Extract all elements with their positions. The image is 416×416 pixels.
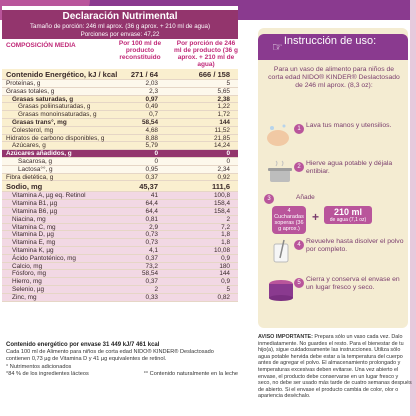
value-per-portion: 144: [219, 270, 230, 278]
nutrient-name: Grasas monoinsaturadas, g: [18, 111, 97, 119]
value-per-100ml: 0,37: [145, 254, 158, 262]
nutrition-row: [2, 263, 238, 271]
value-per-portion: 158,4: [214, 200, 230, 208]
nutrition-row: [2, 166, 238, 174]
value-per-portion: 2,34: [217, 165, 230, 173]
instructions-header: [258, 34, 408, 60]
value-per-100ml: 0,97: [145, 95, 158, 103]
nutrient-name: Fibra dietética, g: [6, 173, 54, 181]
step-number: 4: [294, 240, 304, 250]
value-per-100ml: 2,03: [145, 80, 158, 87]
nutrition-row: [2, 255, 238, 263]
value-per-portion: 111,6: [212, 182, 230, 192]
nutrient-name: Ácido Pantoténico, mg: [12, 254, 76, 262]
step-number: 1: [294, 124, 304, 134]
footer-description: Cada 100 ml de Alimento para niños de corta edad NIDO® KINDER® Deslactosado contienen 0,73 µg de Vitamina D y 41 µg equivalentes de retinol.: [6, 349, 214, 363]
value-per-portion: 0,82: [217, 293, 230, 301]
portions-per-pack: Porciones por envase: 47,22: [2, 31, 238, 39]
add-label: Añade: [296, 194, 315, 201]
value-per-portion: 0: [226, 150, 230, 158]
can-lid-icon: [264, 276, 298, 302]
plus-sign: +: [312, 210, 320, 224]
value-per-100ml: 4,1: [149, 246, 158, 254]
nutrient-name: Colesterol, mg: [12, 126, 54, 134]
value-per-100ml: 58,54: [142, 118, 158, 126]
value-per-portion: 0,92: [217, 173, 230, 181]
step-text: Hierve agua potable y déjala entibiar.: [306, 160, 393, 175]
nutrition-row: [2, 135, 238, 143]
value-per-100ml: 45,37: [139, 182, 158, 192]
value-per-100ml: 8,88: [145, 134, 158, 142]
nutrition-title: Declaración Nutrimental: [2, 10, 238, 23]
nutrient-name: Fósforo, mg: [12, 270, 47, 278]
value-per-100ml: 0,73: [145, 231, 158, 239]
step-number: 3: [264, 194, 274, 204]
nutrition-rows: [2, 69, 238, 302]
value-per-100ml: 0,73: [145, 239, 158, 247]
value-per-100ml: 0,37: [145, 278, 158, 286]
value-per-100ml: 0: [154, 157, 158, 165]
nutrient-name: Vitamina K, µg: [12, 246, 54, 254]
step-text: Revuelve hasta disolver el polvo por completo.: [306, 238, 404, 253]
water-sub: de agua (7,1 oz): [329, 217, 367, 223]
nutrition-footer: [6, 342, 238, 378]
nutrient-name: Sacarosa, g: [18, 157, 53, 165]
nutrition-row: [2, 294, 238, 302]
warning-text: Prepara sólo un vaso cada vez. Dalo inmediatamente. No guardes el resto. Para el bienestar de tu hijo(a), sigue cuidadosamente las instrucciones. Utiliza sólo agua potable hervida debe estar a la temperatura del cuerpo antes de agregar el polvo. El almacenamiento prolongado y temperaturas excesivas deben evitarse. Una vez abierto el envase, el producto debe conservarse en un lugar fresco y seco, no debe ser usado más tarde de cuatro semanas después de abierto. Si el envase el producto cambia de color, olor o apariencia deséchalo.: [258, 334, 412, 400]
wash-hands-icon: [264, 122, 298, 148]
value-per-portion: 5,65: [217, 87, 230, 95]
value-per-portion: 100,8: [214, 192, 230, 200]
nutrient-name: Contenido Energético, kJ / kcal: [6, 70, 118, 79]
nutrition-row: [2, 142, 238, 150]
nutrition-row: [2, 69, 238, 80]
step-text: Lava tus manos y utensilios.: [306, 122, 392, 129]
instructions-title: Instrucción de uso:: [283, 35, 377, 47]
value-per-portion: 158,4: [214, 207, 230, 215]
value-per-100ml: 0,7: [149, 111, 158, 119]
value-per-100ml: 2,3: [149, 87, 158, 95]
nutrition-row: [2, 231, 238, 239]
value-per-portion: 666 / 158: [198, 70, 230, 79]
nutrient-name: Grasas poliinsaturadas, g: [18, 103, 91, 111]
value-per-100ml: 2: [154, 285, 158, 293]
nutrition-row: [2, 150, 238, 158]
value-per-portion: 5: [226, 80, 230, 87]
nutrient-name: Grasas saturadas, g: [12, 95, 74, 103]
value-per-portion: 11,52: [214, 126, 230, 134]
nutrition-row: [2, 119, 238, 127]
nutrient-name: Vitamina B1, µg: [12, 200, 58, 208]
nutrition-row: [2, 270, 238, 278]
nutrient-name: Grasas totales, g: [6, 87, 55, 95]
value-per-100ml: 0: [154, 150, 158, 158]
nutrient-name: Azúcares añadidos, g: [6, 150, 72, 158]
step-3: [264, 194, 402, 232]
nutrient-name: Vitamina A, µg eq. Retinol: [12, 192, 86, 200]
value-per-portion: 0: [226, 157, 230, 165]
water-amount: 210 ml: [333, 207, 363, 217]
value-per-portion: 5: [226, 285, 230, 293]
step-number: 5: [294, 278, 304, 288]
instructions-intro: Para un vaso de alimento para niños de corta edad NIDO® KINDER® Deslactosado de 246 ml aprox. (8,3 oz):: [268, 66, 400, 89]
value-per-100ml: 0,95: [145, 165, 158, 173]
value-per-portion: 1,22: [217, 103, 230, 111]
column-portion-header: Por porción de 246 ml de producto (36 g aprox. + 210 ml de agua): [174, 40, 238, 68]
nutrient-name: Vitamina C, mg: [12, 223, 56, 231]
value-per-100ml: 73,2: [145, 262, 158, 270]
nutrition-row: [2, 181, 238, 192]
value-per-100ml: 0,37: [145, 173, 158, 181]
nutrition-row: [2, 80, 238, 88]
value-per-portion: 1,72: [217, 111, 230, 119]
footnote-added: ° Nutrimentos adicionados: [6, 363, 72, 370]
nutrition-row: [2, 200, 238, 208]
value-per-100ml: 41: [150, 192, 158, 200]
footnote-natural: °° Contenido naturalmente en la leche: [143, 370, 238, 377]
value-per-portion: 144: [219, 118, 230, 126]
nutrition-row: [2, 239, 238, 247]
nutrition-row: [2, 103, 238, 111]
value-per-100ml: 64,4: [145, 200, 158, 208]
nutrient-name: Proteínas, g: [6, 80, 41, 87]
warning-title: AVISO IMPORTANTE:: [258, 334, 313, 340]
nutrition-row: [2, 192, 238, 200]
footnote-dairy: °84 % de los ingredientes lácteos: [6, 370, 89, 377]
column-100ml-header: Por 100 ml de producto reconstituido: [118, 40, 162, 61]
value-per-portion: 2,38: [217, 95, 230, 103]
nutrition-row: [2, 286, 238, 294]
nutrient-name: Sodio, mg: [6, 182, 43, 192]
instructions-panel: [258, 28, 408, 328]
value-per-portion: 7,2: [221, 223, 230, 231]
nutrition-row: [2, 127, 238, 135]
nutrient-name: Lactosa°°, g: [18, 165, 53, 173]
nutrition-row: [2, 278, 238, 286]
scoops-badge: 4 Cucharadas soperas (36 g aprox.): [272, 206, 306, 234]
value-per-100ml: 4,68: [145, 126, 158, 134]
value-per-portion: 21,85: [214, 134, 230, 142]
stir-glass-icon: [264, 238, 298, 264]
value-per-portion: 0,9: [221, 254, 230, 262]
nutrition-row: [2, 88, 238, 96]
nutrient-name: Niacina, mg: [12, 215, 46, 223]
nutrition-row: [2, 208, 238, 216]
boiling-pot-icon: [264, 160, 298, 186]
nutrient-name: Hidratos de carbono disponibles, g: [6, 134, 105, 142]
nutrient-name: Vitamina B6, µg: [12, 207, 58, 215]
value-per-portion: 14,24: [214, 142, 230, 150]
nutrient-name: Selenio, µg: [12, 285, 45, 293]
column-name-header: COMPOSICIÓN MEDIA: [6, 42, 76, 49]
value-per-portion: 10,08: [214, 246, 230, 254]
nutrition-row: [2, 216, 238, 224]
nutrient-name: Vitamina D, µg: [12, 231, 54, 239]
portion-size: Tamaño de porción: 246 ml aprox. (36 g aprox. + 210 ml de agua): [2, 23, 238, 31]
nutrition-row: [2, 174, 238, 182]
step-text: Cierra y conserva el envase en un lugar fresco y seco.: [306, 276, 400, 291]
nutrition-row: [2, 111, 238, 119]
nutrient-name: Zinc, mg: [12, 293, 37, 301]
nutrient-name: Grasas trans°, mg: [12, 118, 67, 126]
value-per-100ml: 0,81: [145, 215, 158, 223]
nutrition-row: [2, 247, 238, 255]
important-warning: [258, 334, 412, 400]
value-per-100ml: 64,4: [145, 207, 158, 215]
nutrient-name: Vitamina E, mg: [12, 239, 56, 247]
energy-per-pack: Contenido energético por envase 31 449 kJ/7 461 kcal: [6, 342, 160, 348]
value-per-100ml: 2,9: [149, 223, 158, 231]
water-badge: [324, 206, 372, 224]
nutrition-row: [2, 158, 238, 166]
value-per-portion: 1,8: [221, 231, 230, 239]
value-per-100ml: 58,54: [142, 270, 158, 278]
nutrition-row: [2, 96, 238, 104]
step-number: 2: [294, 162, 304, 172]
value-per-100ml: 5,79: [145, 142, 158, 150]
nutrient-name: Hierro, mg: [12, 278, 42, 286]
nutrient-name: Calcio, mg: [12, 262, 43, 270]
value-per-portion: 1,8: [221, 239, 230, 247]
hand-pointer-icon: ☞: [272, 40, 283, 54]
value-per-100ml: 0,33: [145, 293, 158, 301]
nutrition-row: [2, 224, 238, 232]
nutrition-panel: [2, 6, 238, 388]
value-per-100ml: 0,49: [145, 103, 158, 111]
value-per-portion: 2: [226, 215, 230, 223]
nutrient-name: Azúcares, g: [12, 142, 46, 150]
value-per-100ml: 271 / 64: [130, 70, 158, 79]
value-per-portion: 180: [219, 262, 230, 270]
value-per-portion: 0,9: [221, 278, 230, 286]
